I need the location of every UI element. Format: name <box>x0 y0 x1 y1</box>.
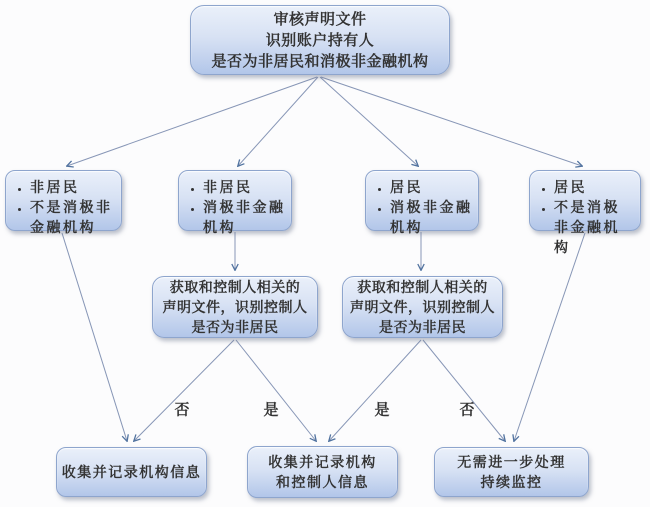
flow-arrow-branch1-to-result-left <box>62 233 127 441</box>
bullet-item: • 非居民 <box>203 177 287 197</box>
node-text-line: 获取和控制人相关的 <box>169 279 301 295</box>
root-node <box>190 5 450 75</box>
node-text-line: 是否为非居民 <box>379 319 466 335</box>
node-text-line: 持续监控 <box>480 474 543 490</box>
bullet-list <box>370 177 474 237</box>
branch-node-resident-not-passive <box>529 170 641 255</box>
node-text-line: 是否为非居民和消极非金融机构 <box>211 52 429 70</box>
node-text-line: 声明文件，识别控制人 <box>350 299 495 315</box>
node-text-line: 收集并记录机构 <box>268 454 377 470</box>
result-node-record-institution-controllers <box>247 446 398 498</box>
node-text-line: 识别账户持有人 <box>265 31 375 49</box>
result-node-no-further-action <box>434 447 589 497</box>
flow-arrow-root-to-branch4 <box>321 77 582 166</box>
node-text-line: 收集并记录机构信息 <box>61 464 202 480</box>
bullet-list <box>183 177 287 237</box>
bullet-item: • 居民 <box>554 177 636 197</box>
flow-arrow-control-left-yes-to-result-middle <box>236 340 316 441</box>
edge-label-yes-right: 是 <box>374 401 390 419</box>
flow-arrow-root-to-branch1 <box>67 77 317 166</box>
branch-node-nonresident-passive <box>178 170 292 235</box>
node-text-line: 和控制人信息 <box>276 474 369 490</box>
node-text-line: 审核声明文件 <box>273 10 367 28</box>
bullet-list <box>10 177 117 237</box>
bullet-item: • 居民 <box>390 177 474 197</box>
bullet-item: • 消极非金融机构 <box>390 197 474 237</box>
control-check-node-right <box>342 276 503 338</box>
node-text-line: 声明文件，识别控制人 <box>162 299 308 315</box>
bullet-item: • 不是消极非金融机构 <box>554 197 636 257</box>
bullet-item: • 消极非金融机构 <box>203 197 287 237</box>
bullet-item: • 不是消极非金融机构 <box>30 197 117 237</box>
control-check-node-left <box>152 276 318 338</box>
edge-label-no-right: 否 <box>459 401 475 419</box>
bullet-list <box>534 177 636 257</box>
flow-arrow-control-right-yes-to-result-middle <box>329 340 421 441</box>
edge-label-no-left: 否 <box>174 401 190 419</box>
branch-node-nonresident-not-passive <box>5 170 122 235</box>
flow-arrow-root-to-branch3 <box>320 77 418 166</box>
result-node-record-institution <box>56 447 207 497</box>
flow-arrow-control-left-no-to-result-left <box>134 340 234 441</box>
node-text-line: 获取和控制人相关的 <box>357 279 488 295</box>
node-text-line: 无需进一步处理 <box>457 454 566 470</box>
flow-arrow-branch4-to-result-right <box>514 233 585 441</box>
flow-arrow-control-right-no-to-result-right <box>423 340 505 441</box>
bullet-item: • 非居民 <box>30 177 117 197</box>
node-text-line: 是否为非居民 <box>191 319 279 335</box>
branch-node-resident-passive <box>365 170 479 235</box>
flow-arrow-root-to-branch2 <box>238 77 318 166</box>
edge-label-yes-left: 是 <box>263 401 279 419</box>
